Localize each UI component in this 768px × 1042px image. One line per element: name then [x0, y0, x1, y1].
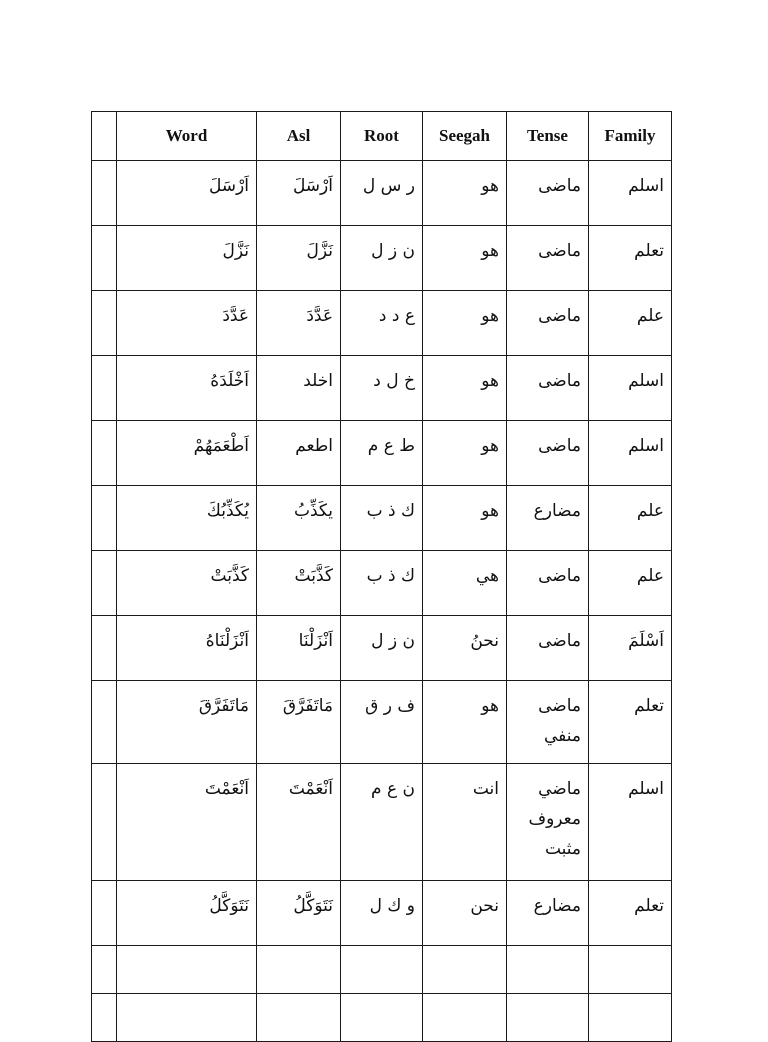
root-cell: خ ل د: [341, 356, 423, 421]
header-tense: Tense: [507, 112, 589, 161]
morphology-table: [91, 111, 672, 1042]
root-cell: ن ز ل: [341, 226, 423, 291]
seegah-cell: انت: [423, 764, 507, 881]
asl-cell: عَدَّدَ: [257, 291, 341, 356]
family-cell: اَسْلَمَ: [589, 616, 672, 681]
tense-cell: مضارع: [507, 486, 589, 551]
asl-cell: كَذَّبَتْ: [257, 551, 341, 616]
index-cell: [92, 161, 117, 226]
seegah-cell: هو: [423, 226, 507, 291]
empty-cell: [423, 946, 507, 994]
tense-cell: ماضى: [507, 356, 589, 421]
empty-cell: [92, 994, 117, 1042]
tense-cell: مضارع: [507, 881, 589, 946]
asl-cell: اطعم: [257, 421, 341, 486]
index-cell: [92, 486, 117, 551]
family-cell: علم: [589, 551, 672, 616]
index-cell: [92, 421, 117, 486]
root-cell: ط ع م: [341, 421, 423, 486]
asl-cell: نَزَّلَ: [257, 226, 341, 291]
table-row: [92, 486, 672, 551]
seegah-cell: نحنُ: [423, 616, 507, 681]
family-cell: اسلم: [589, 161, 672, 226]
table-row: [92, 681, 672, 764]
table-row: [92, 421, 672, 486]
seegah-cell: هو: [423, 161, 507, 226]
empty-row: [92, 994, 672, 1042]
empty-cell: [257, 994, 341, 1042]
empty-row: [92, 946, 672, 994]
family-cell: علم: [589, 291, 672, 356]
word-cell: عَدَّدَ: [117, 291, 257, 356]
root-cell: ن ز ل: [341, 616, 423, 681]
word-cell: اَنْعَمْتَ: [117, 764, 257, 881]
word-cell: اَرْسَلَ: [117, 161, 257, 226]
empty-cell: [507, 994, 589, 1042]
seegah-cell: هو: [423, 356, 507, 421]
word-cell: اَطْعَمَهُمْ: [117, 421, 257, 486]
header-index: [92, 112, 117, 161]
root-cell: ف ر ق: [341, 681, 423, 764]
tense-cell: ماضى: [507, 421, 589, 486]
family-cell: اسلم: [589, 421, 672, 486]
header-seegah: Seegah: [423, 112, 507, 161]
header-family: Family: [589, 112, 672, 161]
family-cell: علم: [589, 486, 672, 551]
table-row: [92, 881, 672, 946]
family-cell: تعلم: [589, 681, 672, 764]
word-cell: نَزَّلَ: [117, 226, 257, 291]
empty-cell: [117, 994, 257, 1042]
family-cell: اسلم: [589, 764, 672, 881]
tense-cell: ماضى: [507, 161, 589, 226]
table-row: [92, 226, 672, 291]
root-cell: ك ذ ب: [341, 551, 423, 616]
empty-cell: [117, 946, 257, 994]
empty-cell: [423, 994, 507, 1042]
word-cell: يُكَذِّبُكَ: [117, 486, 257, 551]
tense-cell: ماضى: [507, 291, 589, 356]
tense-cell: ماضى منفي: [507, 681, 589, 764]
index-cell: [92, 616, 117, 681]
header-asl: Asl: [257, 112, 341, 161]
word-cell: نَتَوَكَّلُ: [117, 881, 257, 946]
word-cell: اَخْلَدَهُ: [117, 356, 257, 421]
root-cell: ك ذ ب: [341, 486, 423, 551]
table-row: [92, 161, 672, 226]
seegah-cell: هو: [423, 486, 507, 551]
empty-cell: [589, 946, 672, 994]
index-cell: [92, 681, 117, 764]
tense-cell: ماضى: [507, 616, 589, 681]
header-row: [92, 112, 672, 161]
family-cell: تعلم: [589, 881, 672, 946]
empty-cell: [92, 946, 117, 994]
empty-cell: [341, 946, 423, 994]
header-root: Root: [341, 112, 423, 161]
index-cell: [92, 551, 117, 616]
family-cell: اسلم: [589, 356, 672, 421]
seegah-cell: نحن: [423, 881, 507, 946]
asl-cell: اَنْزَلْنَا: [257, 616, 341, 681]
index-cell: [92, 356, 117, 421]
seegah-cell: هو: [423, 681, 507, 764]
table-row: [92, 291, 672, 356]
seegah-cell: هو: [423, 421, 507, 486]
index-cell: [92, 881, 117, 946]
table-row: [92, 356, 672, 421]
tense-cell: ماضى: [507, 226, 589, 291]
empty-cell: [507, 946, 589, 994]
tense-cell: ماضى: [507, 551, 589, 616]
root-cell: و ك ل: [341, 881, 423, 946]
empty-cell: [257, 946, 341, 994]
word-cell: مَاتَفَرَّقَ: [117, 681, 257, 764]
asl-cell: يكَذِّبُ: [257, 486, 341, 551]
tense-cell: ماضي معروف مثبت: [507, 764, 589, 881]
asl-cell: اَرْسَلَ: [257, 161, 341, 226]
index-cell: [92, 291, 117, 356]
asl-cell: اَنْعَمْتَ: [257, 764, 341, 881]
asl-cell: نَتَوَكَّلُ: [257, 881, 341, 946]
table-row: [92, 616, 672, 681]
table-row: [92, 551, 672, 616]
seegah-cell: هي: [423, 551, 507, 616]
index-cell: [92, 226, 117, 291]
table-row: [92, 764, 672, 881]
root-cell: ن ع م: [341, 764, 423, 881]
header-word: Word: [117, 112, 257, 161]
empty-cell: [341, 994, 423, 1042]
word-cell: كَذَّبَتْ: [117, 551, 257, 616]
asl-cell: مَاتَفَرَّقَ: [257, 681, 341, 764]
word-cell: اَنْزَلْنَاهُ: [117, 616, 257, 681]
root-cell: ع د د: [341, 291, 423, 356]
family-cell: تعلم: [589, 226, 672, 291]
asl-cell: اخلد: [257, 356, 341, 421]
index-cell: [92, 764, 117, 881]
empty-cell: [589, 994, 672, 1042]
seegah-cell: هو: [423, 291, 507, 356]
root-cell: ر س ل: [341, 161, 423, 226]
